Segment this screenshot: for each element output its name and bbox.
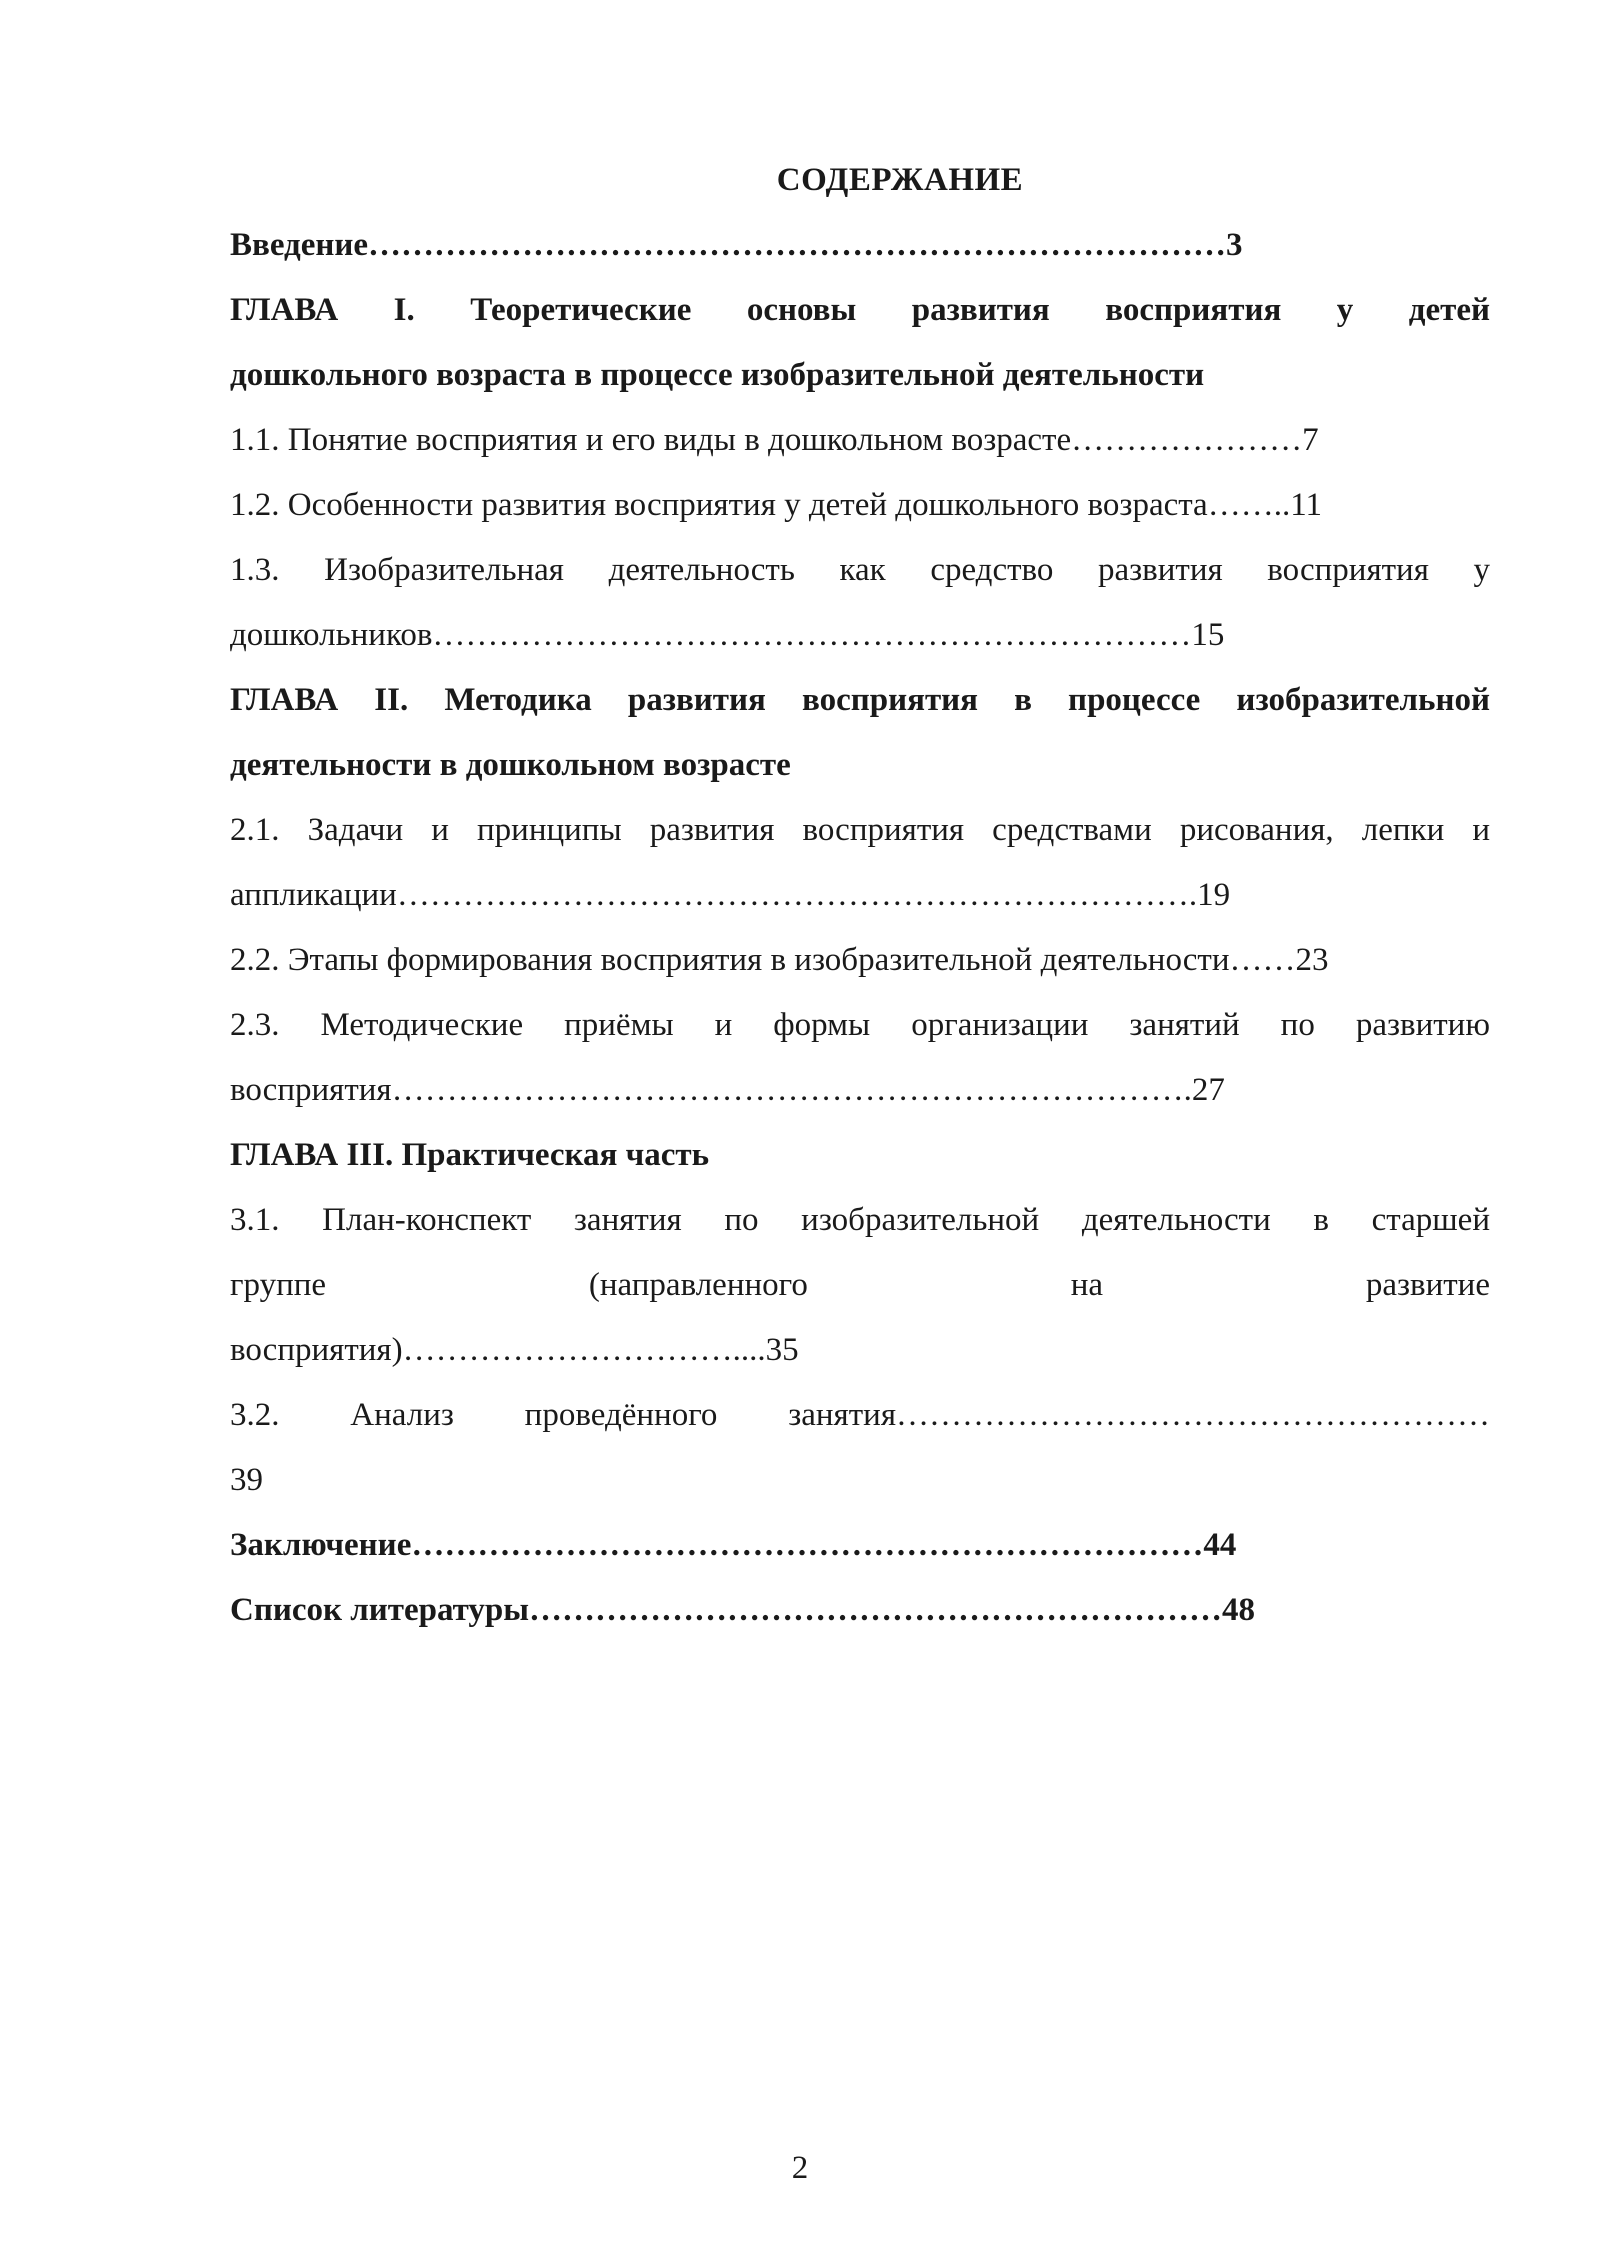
toc-entry-2-1-line-2: аппликации……………………………………………………………….19	[230, 877, 1231, 913]
toc-entry-conclusion: Заключение………………………………………………………………44	[230, 1527, 1237, 1563]
toc-entry-2-2: 2.2. Этапы формирования восприятия в изобразительной деятельности……23	[230, 942, 1329, 978]
table-of-contents	[230, 148, 1490, 1643]
toc-entry-2-3-line-1: 2.3. Методические приёмы и формы организации занятий по развитию	[230, 1007, 1490, 1043]
page-number: 2	[791, 2150, 809, 2186]
toc-entry-3-2-line-1: 3.2. Анализ проведённого занятия………………………………………………	[230, 1397, 1490, 1433]
toc-entry-3-1-line-2: группе (направленного на развитие	[230, 1267, 1490, 1303]
toc-entry-bibliography: Список литературы………………………………………………………48	[230, 1592, 1256, 1628]
toc-entry-chapter-2-line-2: деятельности в дошкольном возрасте	[230, 747, 791, 783]
toc-entry-1-3-line-2: дошкольников……………………………………………………………15	[230, 617, 1225, 653]
toc-entry-2-1-line-1: 2.1. Задачи и принципы развития восприятия средствами рисования, лепки и	[230, 812, 1490, 848]
toc-entry-chapter-1-line-1: ГЛАВА I. Теоретические основы развития восприятия у детей	[230, 292, 1490, 328]
toc-entry-1-1: 1.1. Понятие восприятия и его виды в дошкольном возрасте…………………7	[230, 422, 1319, 458]
toc-entry-3-1-line-1: 3.1. План-конспект занятия по изобразительной деятельности в старшей	[230, 1202, 1490, 1238]
toc-title: СОДЕРЖАНИЕ	[776, 162, 1024, 198]
toc-entry-chapter-1-line-2: дошкольного возраста в процессе изобразительной деятельности	[230, 357, 1205, 393]
toc-entry-1-3-line-1: 1.3. Изобразительная деятельность как средство развития восприятия у	[230, 552, 1490, 588]
toc-entry-chapter-2-line-1: ГЛАВА II. Методика развития восприятия в процессе изобразительной	[230, 682, 1490, 718]
toc-entry-chapter-3: ГЛАВА III. Практическая часть	[230, 1137, 710, 1173]
toc-entry-3-1-line-3: восприятия)…………………………....35	[230, 1332, 799, 1368]
toc-entry-2-3-line-2: восприятия……………………………………………………………….27	[230, 1072, 1225, 1108]
toc-entry-1-2: 1.2. Особенности развития восприятия у детей дошкольного возраста……..11	[230, 487, 1322, 523]
toc-entry-3-2-line-2: 39	[230, 1462, 263, 1498]
toc-entry-introduction: Введение……………………………………………………………………3	[230, 227, 1243, 263]
